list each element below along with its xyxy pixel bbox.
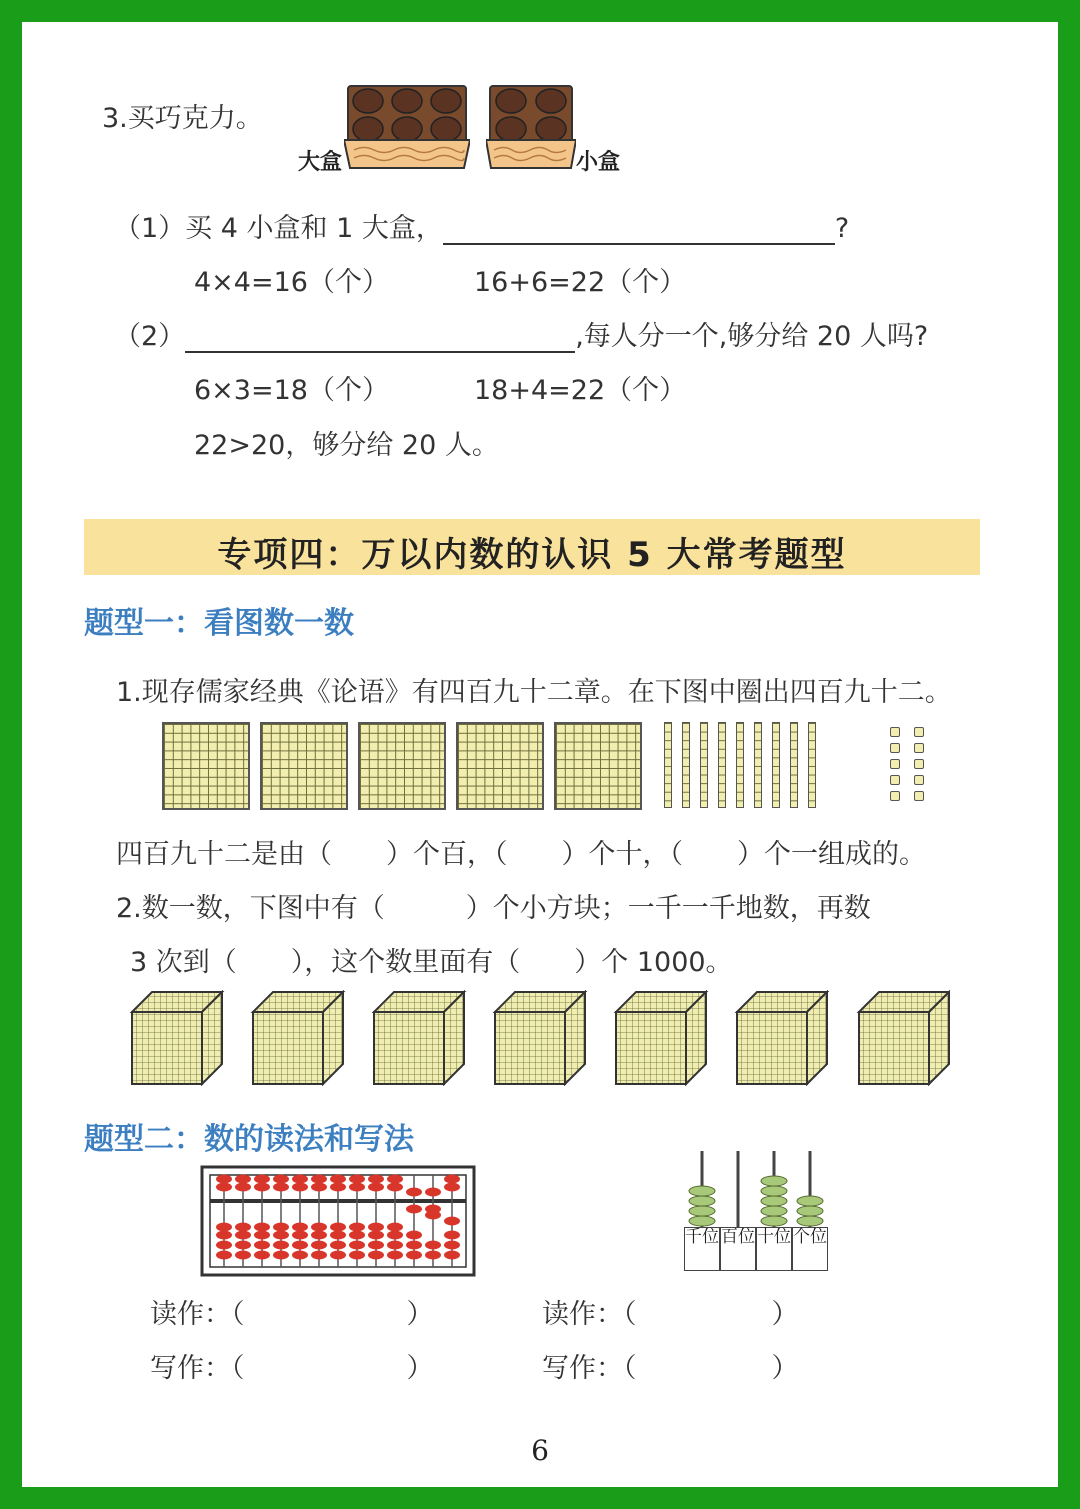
unit-cube [914,791,924,801]
section-title: 专项四：万以内数的认识 5 大常考题型 [217,535,847,575]
worksheet-page [22,22,1058,1487]
unit-cube [890,759,900,769]
q2-suffix: ,每人分一个,够分给 20 人吗? [575,321,929,352]
unit-cube [890,743,900,753]
type1-q2-line2: 3 次到（ ），这个数里面有（ ）个 1000。 [130,947,733,978]
ten-rod [700,722,708,808]
unit-cube [914,743,924,753]
thousand-cube [253,992,343,1084]
small-box-label: 小盒 [576,150,621,175]
thousand-cube [616,992,706,1084]
thousand-cube [495,992,585,1084]
type1-q2-line1: 2.数一数，下图中有（ ）个小方块；一千一千地数，再数 [116,893,871,924]
unit-cube [914,759,924,769]
unit-cube [914,775,924,785]
page-number: 6 [531,1434,549,1467]
right-read-as: 读作：（ ） [542,1299,799,1330]
hundred-flat [554,722,642,810]
ten-rod [682,722,690,808]
q1-suffix: ? [834,213,850,244]
place-tens: 十位 [756,1227,792,1271]
big-box-label: 大盒 [298,150,343,175]
left-write-as: 写作：（ ） [150,1353,434,1384]
thousand-cubes-row [130,990,950,1086]
place-ones: 个位 [792,1227,828,1271]
thousand-cube [374,992,464,1084]
q2-calc-2: 18+4=22（个） [474,375,687,406]
q2-answer-line[interactable] [185,325,575,353]
ten-rod [664,722,672,808]
ten-rod [736,722,744,808]
type1-q1-blanks: 四百九十二是由（ ）个百，（ ）个十，（ ）个一组成的。 [116,839,926,870]
left-read-as: 读作：（ ） [150,1299,434,1330]
ten-rod [790,722,798,808]
place-hundreds: 百位 [720,1227,756,1271]
problem-3-title: 3.买巧克力。 [102,103,263,134]
q2-row [114,314,928,353]
thousand-cube [737,992,827,1084]
q1-calc-2: 16+6=22（个） [474,267,687,298]
q1-row [114,206,849,245]
unit-cube [890,775,900,785]
ten-rod [772,722,780,808]
q1-calc-1: 4×4=16（个） [194,267,389,298]
q1-prefix: （1）买 4 小盒和 1 大盒， [114,213,443,244]
unit-cube [890,727,900,737]
thousand-cube [859,992,949,1084]
right-write-as: 写作：（ ） [542,1353,799,1384]
q1-answer-line[interactable] [443,217,835,245]
thousand-cube [132,992,222,1084]
hundred-flat [260,722,348,810]
unit-cube [890,791,900,801]
hundred-flat [358,722,446,810]
hundred-flat [162,722,250,810]
q2-conclusion: 22>20，够分给 20 人。 [194,430,499,461]
q2-calc-1: 6×3=18（个） [194,375,389,406]
ten-rod [718,722,726,808]
hundred-flat [456,722,544,810]
abacus [200,1165,476,1277]
big-chocolate-box [344,84,470,170]
ten-rod [808,722,816,808]
q2-prefix: （2） [114,321,186,352]
type1-q1: 1.现存儒家经典《论语》有四百九十二章。在下图中圈出四百九十二。 [116,677,952,708]
ten-rod [754,722,762,808]
section-banner [84,519,980,575]
type1-heading: 题型一：看图数一数 [84,606,354,641]
place-value-counter [682,1147,832,1271]
small-chocolate-box [486,84,576,170]
place-thousands: 千位 [684,1227,720,1271]
unit-cube [914,727,924,737]
type2-heading: 题型二：数的读法和写法 [84,1122,414,1157]
